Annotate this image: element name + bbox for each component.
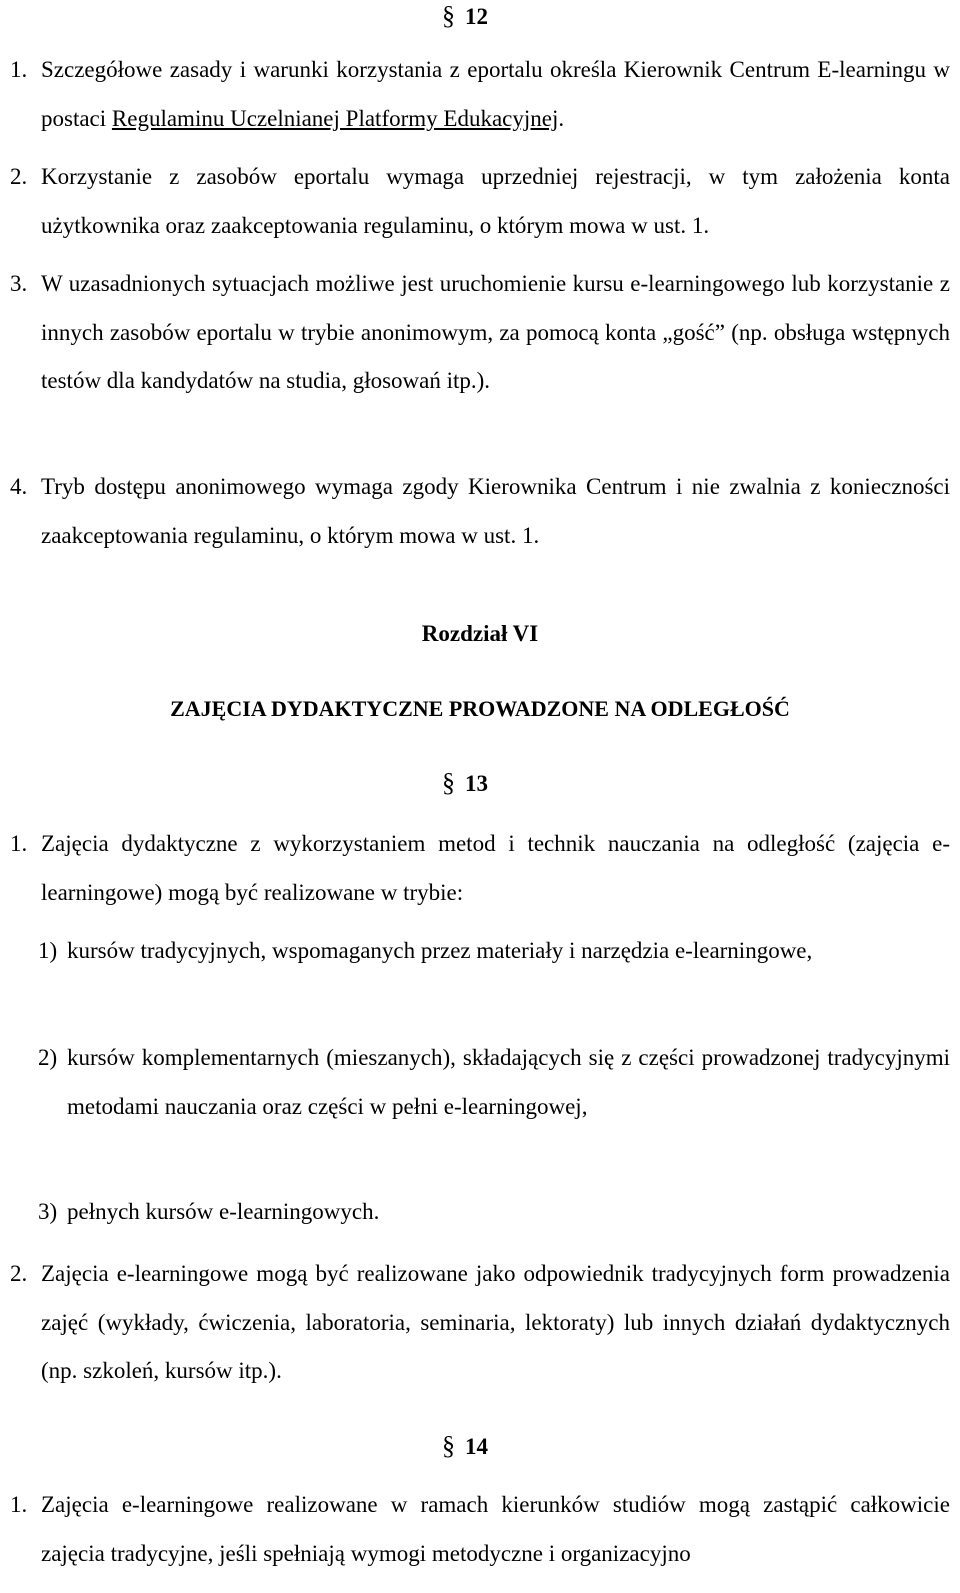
paragraph-13-1 [10,820,950,920]
item-number: 1. [10,1492,28,1517]
section-symbol: § [442,1,455,30]
section-number: 13 [465,771,488,796]
chapter-title: ZAJĘCIA DYDAKTYCZNE PROWADZONE NA ODLEGŁOŚĆ [170,696,790,721]
item-number: 2. [10,1261,28,1286]
subitem-number: 2) [38,1045,58,1070]
subitem-text: kursów komplementarnych (mieszanych), składających się z części prowadzonej tradycyjnymi metodami nauczania oraz części w pełni e-learningowej, [67,1045,950,1119]
paragraph-12-3 [10,260,950,460]
chapter-label: Rozdział VI [421,621,539,646]
item-number: 1. [10,831,28,856]
item-text: W uzasadnionych sytuacjach możliwe jest uruchomienie kursu e-learningowego lub korzystanie z innych zasobów eportalu w trybie anonimowym, za pomocą konta „gość” (np. obsługa wstępnych testów dla kandydatów na studia, głosowań itp.). [41,271,950,393]
item-text: Korzystanie z zasobów eportalu wymaga uprzedniej rejestracji, w tym założenia konta użytkownika oraz zaakceptowania regulaminu, o którym mowa w ust. 1. [41,164,950,238]
paragraph-14-1 [10,1481,950,1581]
item-text: Zajęcia e-learningowe mogą być realizowane jako odpowiednik tradycyjnych form prowadzenia zajęć (wykłady, ćwiczenia, laboratoria, seminaria, lektoraty) lub innych działań dydaktycznych (np. szkoleń, kursów itp.). [41,1261,950,1383]
item-text: Zajęcia dydaktyczne z wykorzystaniem metod i technik nauczania na odległość (zajęcia e-learningowe) mogą być realizowane w trybie: [41,831,950,905]
item-number: 2. [10,164,28,189]
section-number: 12 [465,4,488,29]
subitem-13-1-3 [38,1188,950,1238]
item-text: Tryb dostępu anonimowego wymaga zgody Kierownika Centrum i nie zwalnia z konieczności zaakceptowania regulaminu, o którym mowa w ust. 1. [41,474,950,548]
paragraph-12-1 [10,46,950,146]
subitem-number: 3) [38,1199,58,1224]
section-12-heading [442,2,488,31]
subitem-text: kursów tradycyjnych, wspomaganych przez materiały i narzędzia e-learningowe, [67,938,813,963]
paragraph-12-4 [10,463,950,563]
section-number: 14 [465,1434,488,1459]
section-symbol: § [442,768,455,797]
section-14-heading [442,1432,488,1461]
section-13-heading [442,769,488,798]
item-number: 4. [10,474,28,499]
item-number: 1. [10,57,28,82]
item-text: Szczegółowe zasady i warunki korzystania z eportalu określa Kierownik Centrum E-learningu w postaci Regulaminu Uczelnianej Platformy Edukacyjnej. [41,57,950,131]
subitem-13-1-2 [38,1034,950,1184]
item-number: 3. [10,271,28,296]
subitem-number: 1) [38,938,58,963]
subitem-text: pełnych kursów e-learningowych. [67,1199,380,1224]
item-text: Zajęcia e-learningowe realizowane w ramach kierunków studiów mogą zastąpić całkowicie zajęcia tradycyjne, jeśli spełniają wymogi metodyczne i organizacyjno [41,1492,950,1566]
paragraph-13-2 [10,1250,950,1400]
subitem-13-1-1 [38,927,950,1027]
regulation-link[interactable]: Regulaminu Uczelnianej Platformy Edukacyjnej [111,105,559,131]
section-symbol: § [442,1431,455,1460]
paragraph-12-2 [10,153,950,253]
